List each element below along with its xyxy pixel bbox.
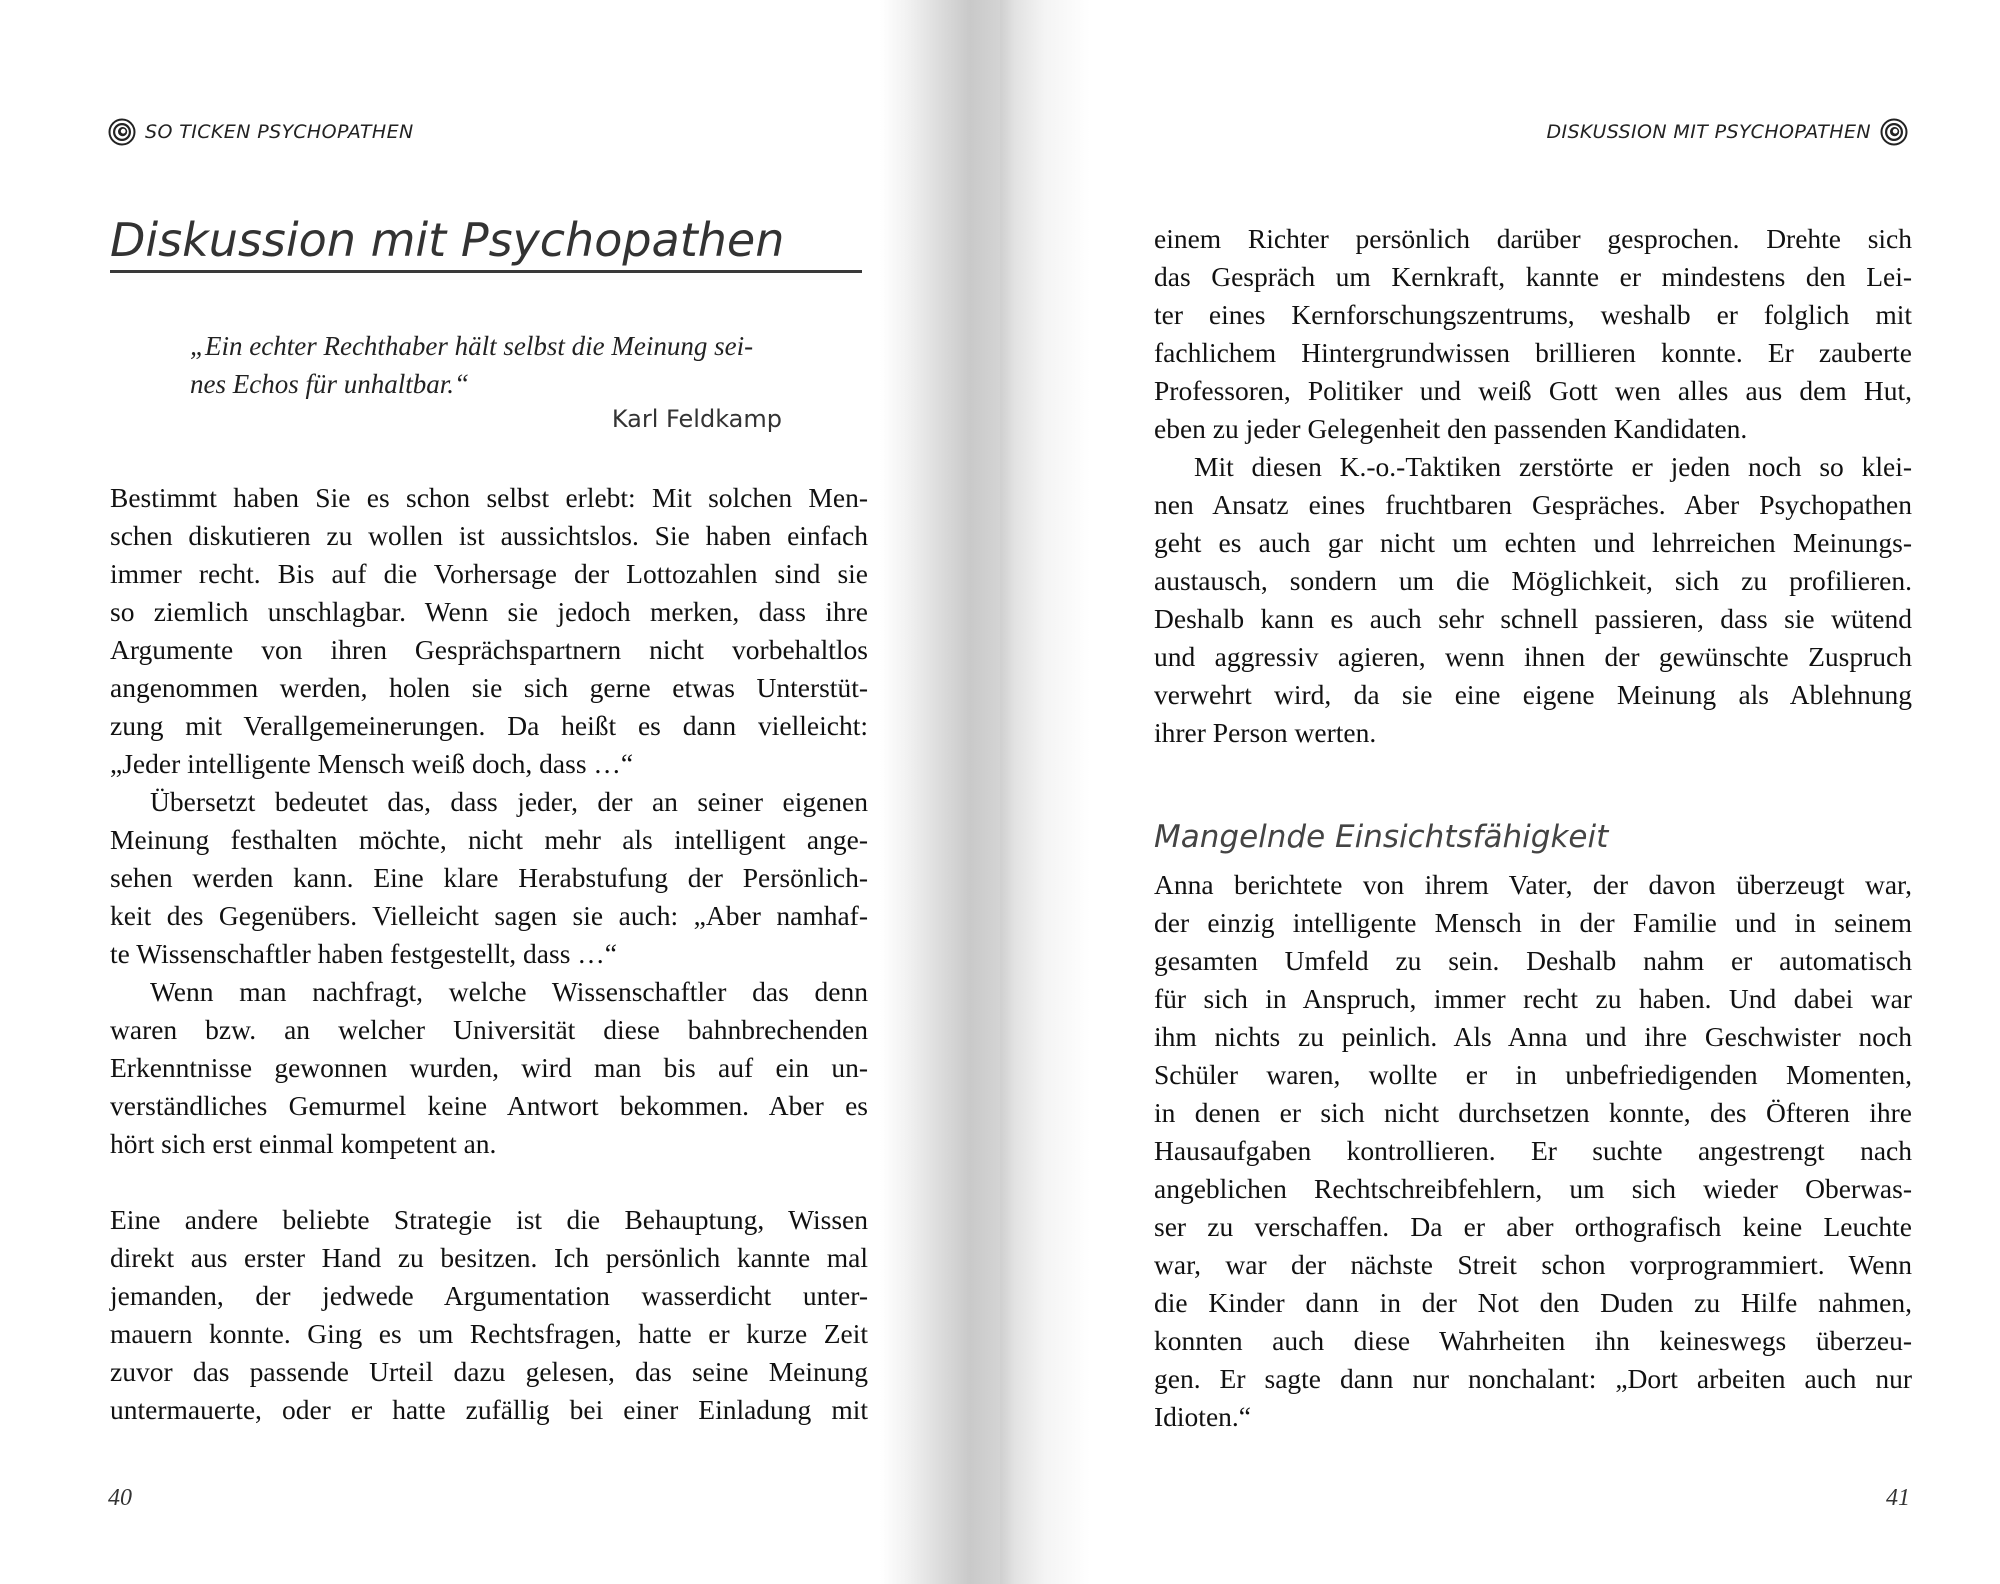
text-line: hört sich erst einmal kompetent an. bbox=[110, 1128, 497, 1159]
running-head-left-text: SO TICKEN PSYCHOPATHEN bbox=[145, 121, 414, 143]
text-line: gesamten Umfeld zu sein. Deshalb nahm er automatisch bbox=[1154, 945, 1912, 976]
text-line: Anna berichtete von ihrem Vater, der davon überzeugt war, bbox=[1154, 869, 1912, 900]
text-line: Idioten.“ bbox=[1154, 1401, 1251, 1432]
text-line: zuvor das passende Urteil dazu gelesen, das seine Meinung bbox=[110, 1356, 868, 1387]
text-line: Erkenntnisse gewonnen wurden, wird man bis auf ein un- bbox=[110, 1052, 868, 1083]
text-line: nen Ansatz eines fruchtbaren Gespräches. Aber Psychopathen bbox=[1154, 489, 1912, 520]
text-line: Mit diesen K.-o.-Taktiken zerstörte er jeden noch so klei- bbox=[1194, 451, 1912, 482]
text-line: so ziemlich unschlagbar. Wenn sie jedoch merken, dass ihre bbox=[110, 596, 868, 627]
text-line: konnten auch diese Wahrheiten ihn keineswegs überzeu- bbox=[1154, 1325, 1912, 1356]
title-rule bbox=[110, 270, 862, 273]
text-line: Argumente von ihren Gesprächspartnern nicht vorbehaltlos bbox=[110, 634, 868, 665]
page-number-right: 41 bbox=[1886, 1485, 1910, 1511]
text-line: die Kinder dann in der Not den Duden zu Hilfe nahmen, bbox=[1154, 1287, 1912, 1318]
paragraph bbox=[1154, 866, 1912, 1436]
text-line: geht es auch gar nicht um echten und lehrreichen Meinungs- bbox=[1154, 527, 1912, 558]
epigraph bbox=[190, 327, 782, 433]
text-line: „Jeder intelligente Mensch weiß doch, dass …“ bbox=[110, 748, 634, 779]
text-line: Hausaufgaben kontrollieren. Er suchte angestrengt nach bbox=[1154, 1135, 1912, 1166]
running-head-right bbox=[1546, 118, 1908, 146]
text-line: mauern konnte. Ging es um Rechtsfragen, hatte er kurze Zeit bbox=[110, 1318, 868, 1349]
text-line: direkt aus erster Hand zu besitzen. Ich persönlich kannte mal bbox=[110, 1242, 868, 1273]
section-heading: Mangelnde Einsichtsfähigkeit bbox=[1154, 819, 1609, 855]
text-line: untermauerte, oder er hatte zufällig bei einer Einladung mit bbox=[110, 1394, 868, 1425]
page-number-left: 40 bbox=[108, 1485, 132, 1511]
text-line: war, war der nächste Streit schon vorprogrammiert. Wenn bbox=[1154, 1249, 1912, 1280]
text-line: einem Richter persönlich darüber gesprochen. Drehte sich bbox=[1154, 223, 1912, 254]
spiral-icon bbox=[108, 118, 136, 146]
text-line: Meinung festhalten möchte, nicht mehr als intelligent ange- bbox=[110, 824, 868, 855]
text-line: verwehrt wird, da sie eine eigene Meinung als Ablehnung bbox=[1154, 679, 1912, 710]
text-line: fachlichem Hintergrundwissen brillieren konnte. Er zauberte bbox=[1154, 337, 1912, 368]
running-head-right-text: DISKUSSION MIT PSYCHOPATHEN bbox=[1546, 121, 1871, 143]
text-line: keit des Gegenübers. Vielleicht sagen sie auch: „Aber namhaf- bbox=[110, 900, 868, 931]
text-line: ser zu verschaffen. Da er aber orthografisch keine Leuchte bbox=[1154, 1211, 1912, 1242]
text-line: Wenn man nachfragt, welche Wissenschaftler das denn bbox=[150, 976, 868, 1007]
text-line: ihm nichts zu peinlich. Als Anna und ihre Geschwister noch bbox=[1154, 1021, 1912, 1052]
text-line: sehen werden kann. Eine klare Herabstufung der Persönlich- bbox=[110, 862, 868, 893]
epigraph-line: nes Echos für unhaltbar.“ bbox=[190, 369, 470, 399]
text-line: Deshalb kann es auch sehr schnell passieren, dass sie wütend bbox=[1154, 603, 1912, 634]
text-line: das Gespräch um Kernkraft, kannte er mindestens den Lei- bbox=[1154, 261, 1912, 292]
text-line: der einzig intelligente Mensch in der Familie und in seinem bbox=[1154, 907, 1912, 938]
text-line: te Wissenschaftler haben festgestellt, dass …“ bbox=[110, 938, 617, 969]
paragraph bbox=[110, 1201, 868, 1429]
text-line: eben zu jeder Gelegenheit den passenden Kandidaten. bbox=[1154, 413, 1748, 444]
text-line: verständliches Gemurmel keine Antwort bekommen. Aber es bbox=[110, 1090, 868, 1121]
text-line: Eine andere beliebte Strategie ist die Behauptung, Wissen bbox=[110, 1204, 868, 1235]
text-line: ter eines Kernforschungszentrums, weshalb er folglich mit bbox=[1154, 299, 1912, 330]
text-line: Professoren, Politiker und weiß Gott wen alles aus dem Hut, bbox=[1154, 375, 1912, 406]
text-line: immer recht. Bis auf die Vorhersage der Lottozahlen sind sie bbox=[110, 558, 868, 589]
running-head-left bbox=[108, 118, 414, 146]
paragraph bbox=[1154, 220, 1912, 752]
text-line: in denen er sich nicht durchsetzen konnte, des Öfteren ihre bbox=[1154, 1097, 1912, 1128]
text-line: schen diskutieren zu wollen ist aussichtslos. Sie haben einfach bbox=[110, 520, 868, 551]
text-line: Übersetzt bedeutet das, dass jeder, der an seiner eigenen bbox=[150, 786, 868, 817]
text-line: jemanden, der jedwede Argumentation wasserdicht unter- bbox=[110, 1280, 868, 1311]
text-line: zung mit Verallgemeinerungen. Da heißt es dann vielleicht: bbox=[110, 710, 868, 741]
text-line: angeblichen Rechtschreibfehlern, um sich wieder Oberwas- bbox=[1154, 1173, 1912, 1204]
text-line: ihrer Person werten. bbox=[1154, 717, 1377, 748]
paragraph bbox=[110, 479, 868, 1163]
epigraph-line: „Ein echter Rechthaber hält selbst die Meinung sei- bbox=[190, 331, 754, 361]
text-line: austausch, sondern um die Möglichkeit, sich zu profilieren. bbox=[1154, 565, 1912, 596]
text-line: Schüler waren, wollte er in unbefriedigenden Momenten, bbox=[1154, 1059, 1912, 1090]
text-line: und aggressiv agieren, wenn ihnen der gewünschte Zuspruch bbox=[1154, 641, 1912, 672]
text-line: gen. Er sagte dann nur nonchalant: „Dort arbeiten auch nur bbox=[1154, 1363, 1912, 1394]
text-line: angenommen werden, holen sie sich gerne etwas Unterstüt- bbox=[110, 672, 868, 703]
epigraph-author: Karl Feldkamp bbox=[611, 405, 782, 433]
text-line: für sich in Anspruch, immer recht zu haben. Und dabei war bbox=[1154, 983, 1912, 1014]
text-line: waren bzw. an welcher Universität diese bahnbrechenden bbox=[110, 1014, 868, 1045]
text-line: Bestimmt haben Sie es schon selbst erlebt: Mit solchen Men- bbox=[110, 482, 868, 513]
spiral-icon bbox=[1880, 118, 1908, 146]
chapter-title: Diskussion mit Psychopathen bbox=[110, 213, 785, 267]
